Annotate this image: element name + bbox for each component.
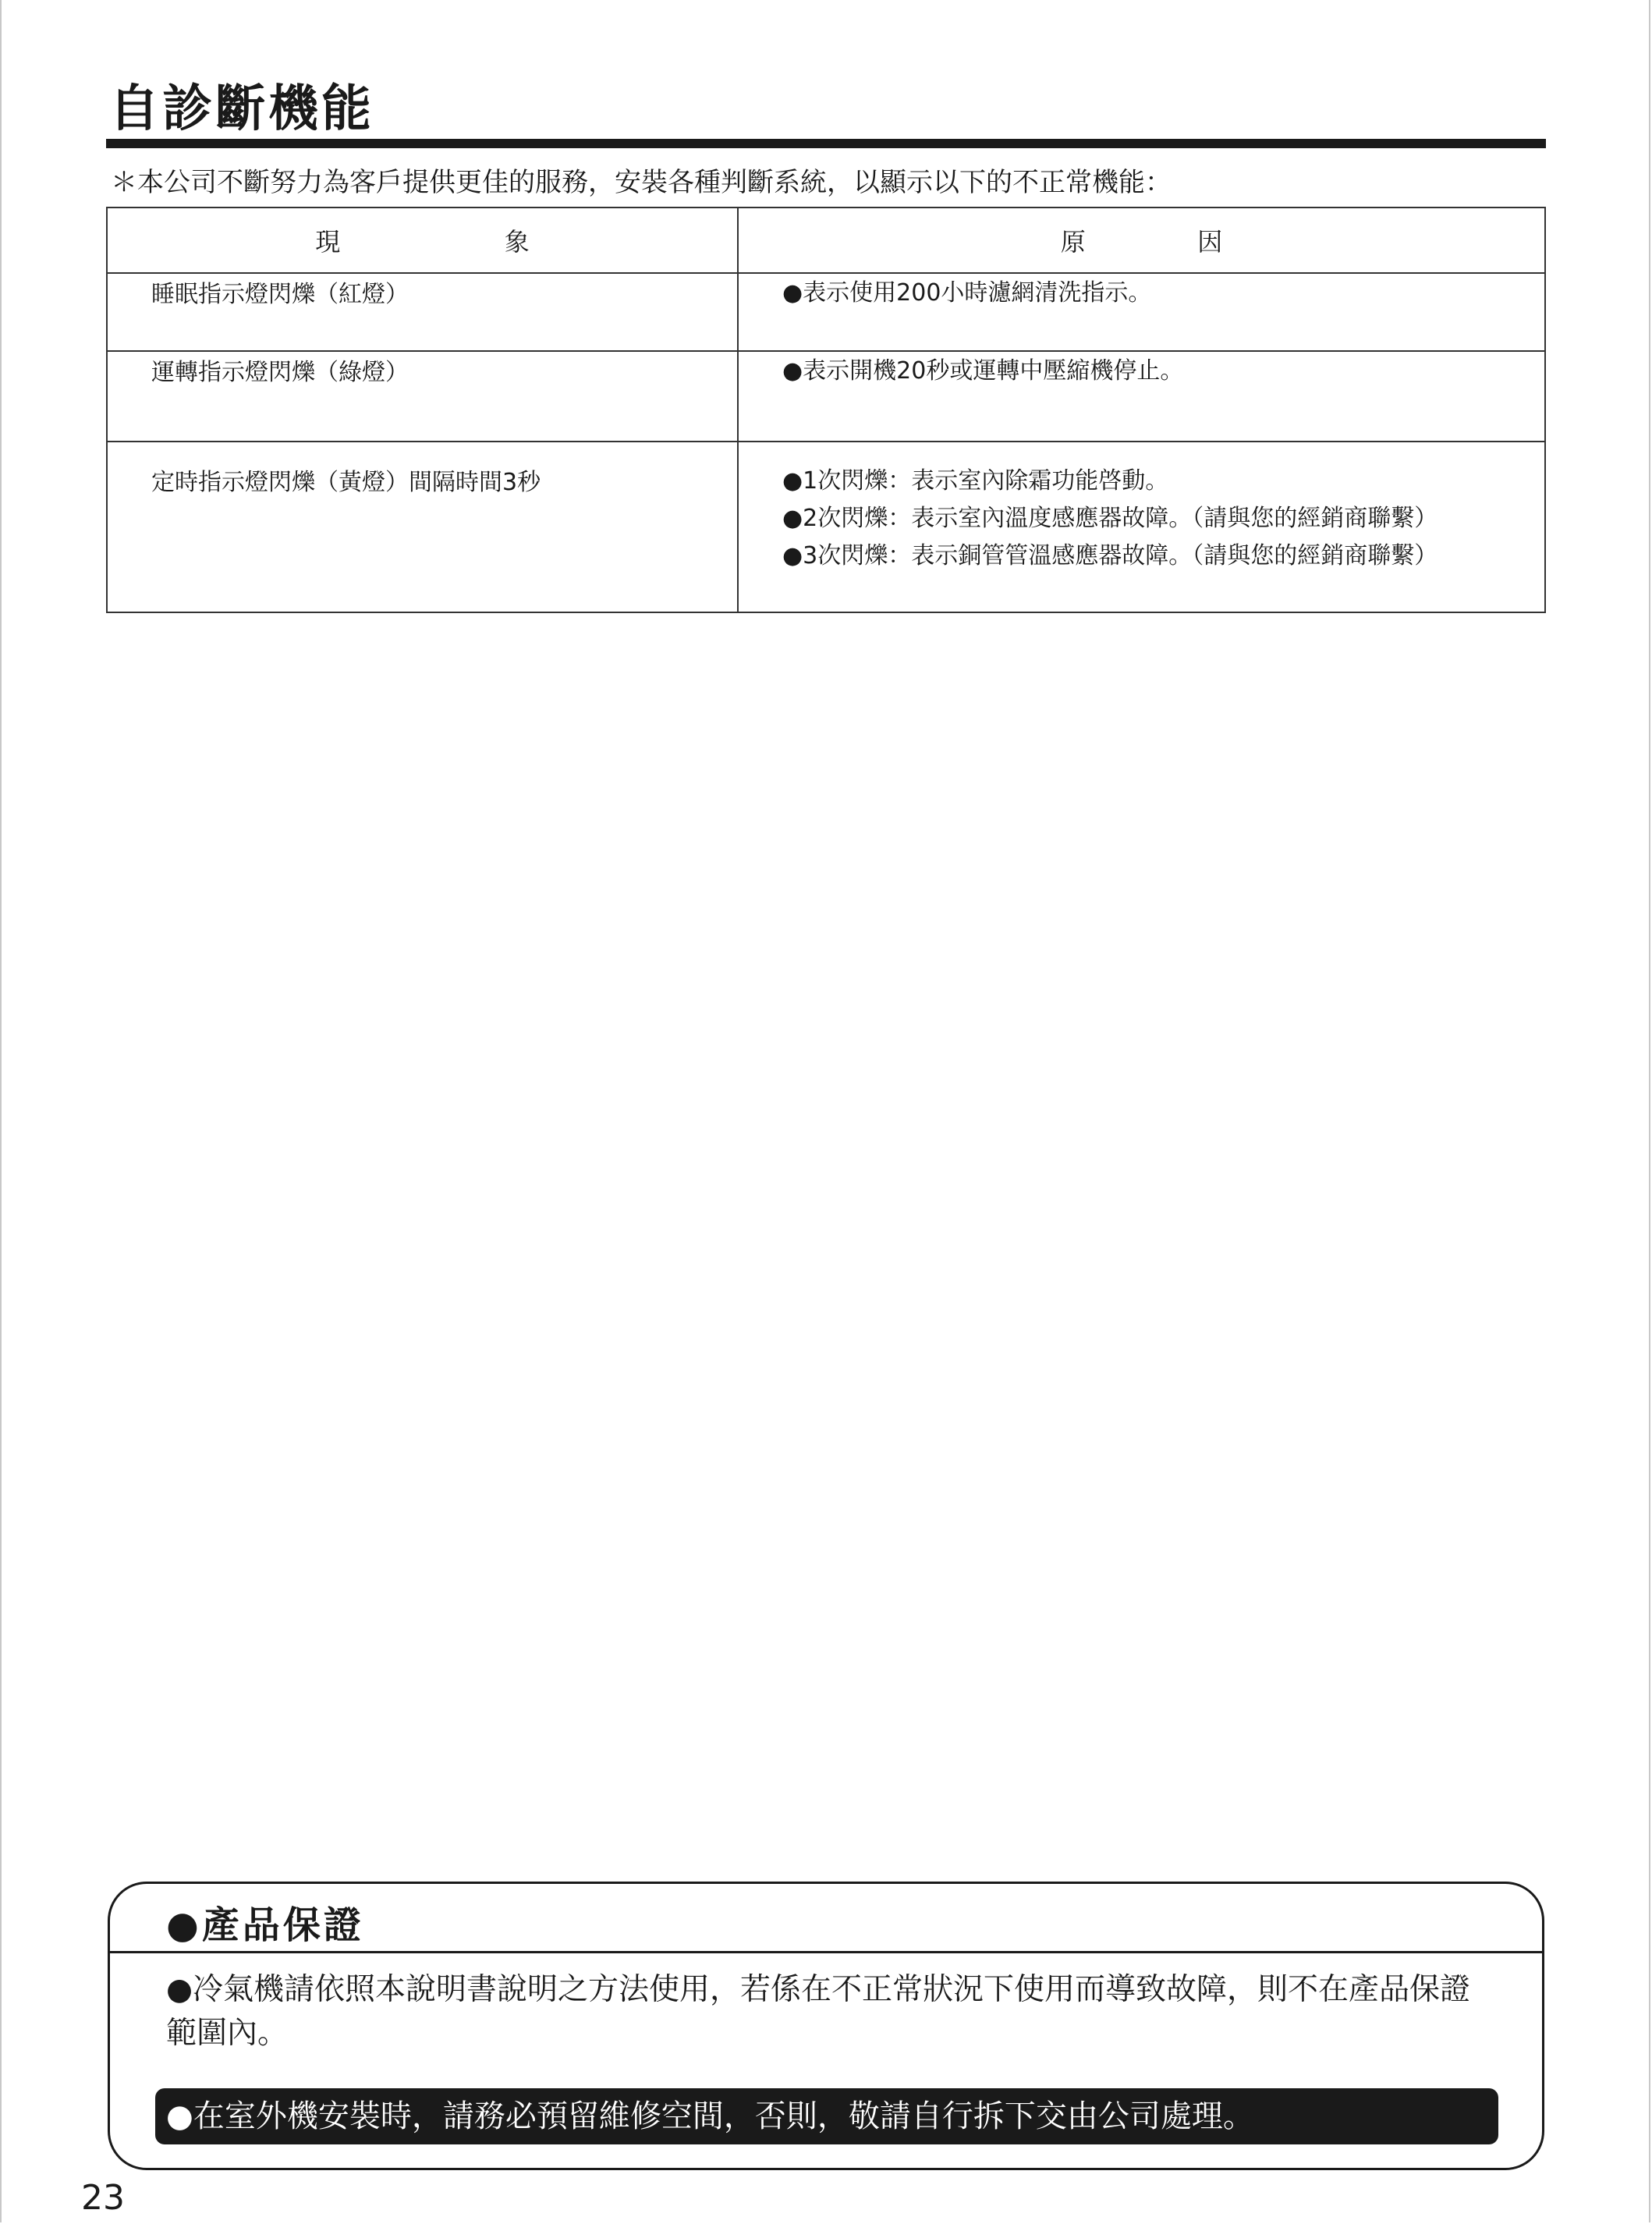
page-number: 23 bbox=[81, 2178, 125, 2218]
table-row bbox=[107, 351, 1545, 442]
warranty-box bbox=[108, 1882, 1544, 2170]
table-row bbox=[107, 442, 1545, 612]
header-cause bbox=[738, 208, 1545, 273]
header-symptom-b: 象 bbox=[504, 227, 530, 257]
cause-line: ●3次閃爍：表示銅管管溫感應器故障。（請與您的經銷商聯繫） bbox=[782, 542, 1438, 569]
cause-line: ●1次閃爍：表示室內除霜功能啓動。 bbox=[782, 467, 1169, 495]
cause-line: ●表示開機20秒或運轉中壓縮機停止。 bbox=[782, 357, 1184, 385]
table-header-row bbox=[107, 208, 1545, 273]
title-rule bbox=[106, 139, 1546, 148]
intro-text: ＊本公司不斷努力為客戶提供更佳的服務，安裝各種判斷系統，以顯示以下的不正常機能： bbox=[111, 167, 1172, 198]
warranty-notice-bar: ●在室外機安裝時，請務必預留維修空間，否則，敬請自行拆下交由公司處理。 bbox=[155, 2088, 1498, 2144]
cause-line: ●表示使用200小時濾網清洗指示。 bbox=[782, 279, 1152, 307]
warranty-title: ●產品保證 bbox=[166, 1903, 364, 1947]
warranty-rule bbox=[110, 1951, 1542, 1953]
cause-line: ●2次閃爍：表示室內溫度感應器故障。（請與您的經銷商聯繫） bbox=[782, 505, 1438, 532]
warranty-text: ●冷氣機請依照本說明書說明之方法使用，若係在不正常狀況下使用而導致故障，則不在產品保證範圍內。 bbox=[166, 1972, 1471, 2051]
diagnosis-table bbox=[106, 207, 1546, 613]
cause-cell bbox=[738, 351, 1545, 442]
symptom-cell: 運轉指示燈閃爍（綠燈） bbox=[107, 351, 738, 442]
symptom-cell: 睡眠指示燈閃爍（紅燈） bbox=[107, 273, 738, 351]
header-symptom bbox=[107, 208, 738, 273]
cause-cell bbox=[738, 273, 1545, 351]
page-title: 自診斷機能 bbox=[109, 80, 374, 138]
header-cause-a: 原 bbox=[1060, 227, 1086, 257]
table-row bbox=[107, 273, 1545, 351]
header-symptom-a: 現 bbox=[315, 227, 341, 257]
symptom-cell: 定時指示燈閃爍（黃燈）間隔時間3秒 bbox=[107, 442, 738, 612]
header-cause-b: 因 bbox=[1197, 227, 1223, 257]
cause-cell bbox=[738, 442, 1545, 612]
